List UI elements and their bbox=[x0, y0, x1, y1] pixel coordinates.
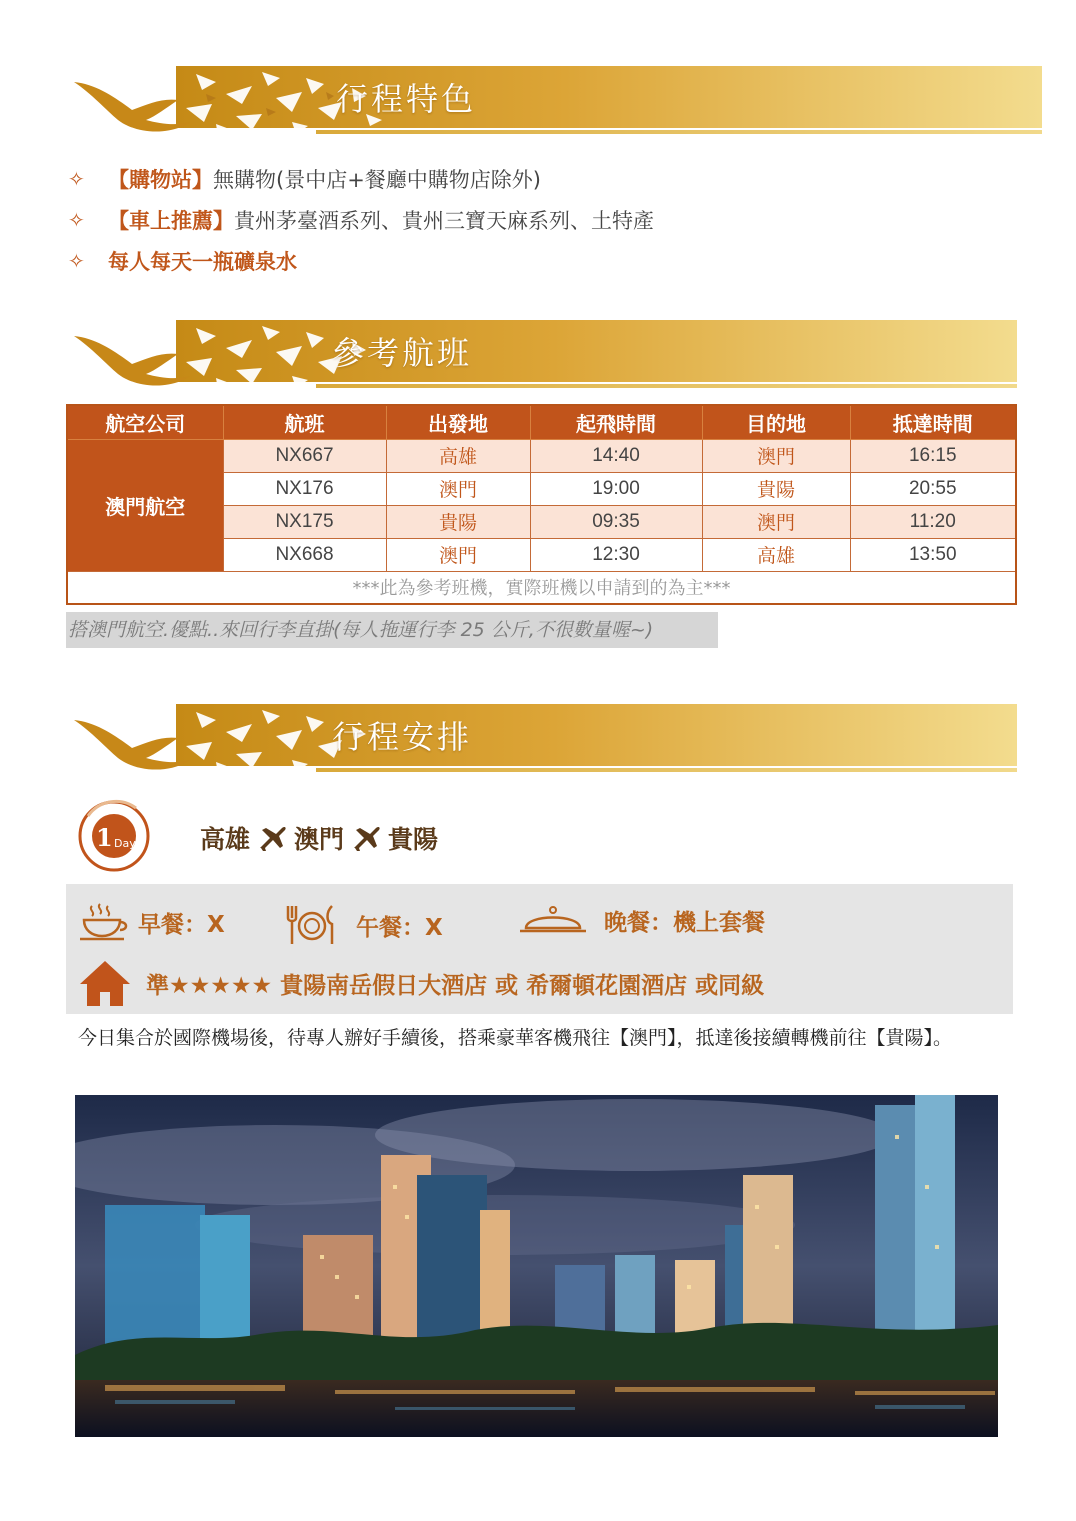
baggage-remark: 搭澳門航空.優點..來回行李直掛(每人拖運行李 25 公斤,不很數量喔~) bbox=[66, 612, 718, 648]
day-badge bbox=[76, 796, 156, 880]
column-header: 目的地 bbox=[702, 405, 850, 439]
arrival-city: 貴陽 bbox=[702, 472, 850, 505]
airplane-icon bbox=[256, 824, 288, 852]
star-bullet-icon: ✧ bbox=[68, 166, 85, 191]
section-title: 行程安排 bbox=[332, 718, 473, 756]
flight-table bbox=[66, 404, 1017, 605]
lunch-info bbox=[282, 902, 443, 948]
flight-number: NX667 bbox=[223, 439, 386, 472]
departure-time: 19:00 bbox=[530, 472, 702, 505]
arrival-city: 高雄 bbox=[702, 538, 850, 571]
cloche-icon bbox=[518, 902, 588, 938]
flight-number: NX668 bbox=[223, 538, 386, 571]
column-header: 抵達時間 bbox=[850, 405, 1016, 439]
house-icon bbox=[78, 958, 132, 1008]
column-header: 航空公司 bbox=[67, 405, 223, 439]
table-header-row bbox=[67, 405, 1016, 439]
table-note-row bbox=[67, 571, 1016, 604]
arrival-time: 11:20 bbox=[850, 505, 1016, 538]
flight-note: ***此為參考班機，實際班機以申請到的為主*** bbox=[67, 571, 1016, 604]
column-header: 起飛時間 bbox=[530, 405, 702, 439]
breakfast-label: 早餐：X bbox=[138, 911, 225, 938]
route-city: 高雄 bbox=[200, 825, 251, 854]
column-header: 出發地 bbox=[386, 405, 530, 439]
star-bullet-icon: ✧ bbox=[68, 207, 85, 232]
day-description: 今日集合於國際機場後，待專人辦好手續後，搭乘豪華客機飛往【澳門】，抵達後接續轉機前往【貴陽】。 bbox=[78, 1027, 953, 1049]
feature-tag: 【購物站】 bbox=[108, 167, 213, 192]
dinner-info bbox=[518, 902, 765, 938]
city-skyline-photo bbox=[75, 1095, 998, 1437]
day-circle-icon bbox=[76, 796, 156, 876]
day-number: 1 bbox=[96, 823, 113, 852]
arrival-city: 澳門 bbox=[702, 505, 850, 538]
feature-list bbox=[66, 158, 966, 281]
day-word: Day bbox=[114, 837, 136, 850]
day-route bbox=[200, 820, 438, 856]
feature-text: 無購物(景中店+餐廳中購物店除外) bbox=[213, 167, 541, 192]
feature-tag: 【車上推薦】 bbox=[108, 208, 234, 233]
section-title: 參考航班 bbox=[332, 334, 473, 372]
hotel-info bbox=[78, 958, 764, 1008]
feature-text: 貴州茅臺酒系列、貴州三寶天麻系列、土特產 bbox=[234, 208, 654, 233]
column-header: 航班 bbox=[223, 405, 386, 439]
lunch-label: 午餐：X bbox=[356, 914, 443, 941]
airline-cell: 澳門航空 bbox=[67, 439, 223, 571]
breakfast-info bbox=[78, 902, 225, 942]
flight-number: NX175 bbox=[223, 505, 386, 538]
departure-city: 貴陽 bbox=[386, 505, 530, 538]
section-title: 行程特色 bbox=[336, 80, 477, 118]
list-item bbox=[66, 158, 966, 199]
section-banner-itinerary bbox=[66, 702, 1017, 778]
departure-city: 澳門 bbox=[386, 538, 530, 571]
arrival-time: 13:50 bbox=[850, 538, 1016, 571]
arrival-city: 澳門 bbox=[702, 439, 850, 472]
departure-city: 澳門 bbox=[386, 472, 530, 505]
coffee-cup-icon bbox=[78, 902, 134, 942]
route-city: 貴陽 bbox=[388, 825, 439, 854]
departure-time: 12:30 bbox=[530, 538, 702, 571]
list-item bbox=[66, 199, 966, 240]
departure-city: 高雄 bbox=[386, 439, 530, 472]
departure-time: 09:35 bbox=[530, 505, 702, 538]
plate-cutlery-icon bbox=[282, 902, 340, 948]
route-city: 澳門 bbox=[294, 825, 345, 854]
feature-highlight: 每人每天一瓶礦泉水 bbox=[108, 249, 297, 274]
table-row bbox=[67, 439, 1016, 472]
dinner-label: 晚餐：機上套餐 bbox=[604, 909, 765, 936]
arrival-time: 16:15 bbox=[850, 439, 1016, 472]
arrival-time: 20:55 bbox=[850, 472, 1016, 505]
flight-number: NX176 bbox=[223, 472, 386, 505]
star-bullet-icon: ✧ bbox=[68, 248, 85, 273]
hotel-label: 準★★★★★ 貴陽南岳假日大酒店 或 希爾頓花園酒店 或同級 bbox=[146, 972, 765, 999]
airplane-icon bbox=[350, 824, 382, 852]
section-banner-flights bbox=[66, 318, 1017, 394]
section-banner-features bbox=[66, 64, 1042, 140]
departure-time: 14:40 bbox=[530, 439, 702, 472]
list-item bbox=[66, 240, 966, 281]
meal-hotel-box bbox=[66, 884, 1013, 1014]
